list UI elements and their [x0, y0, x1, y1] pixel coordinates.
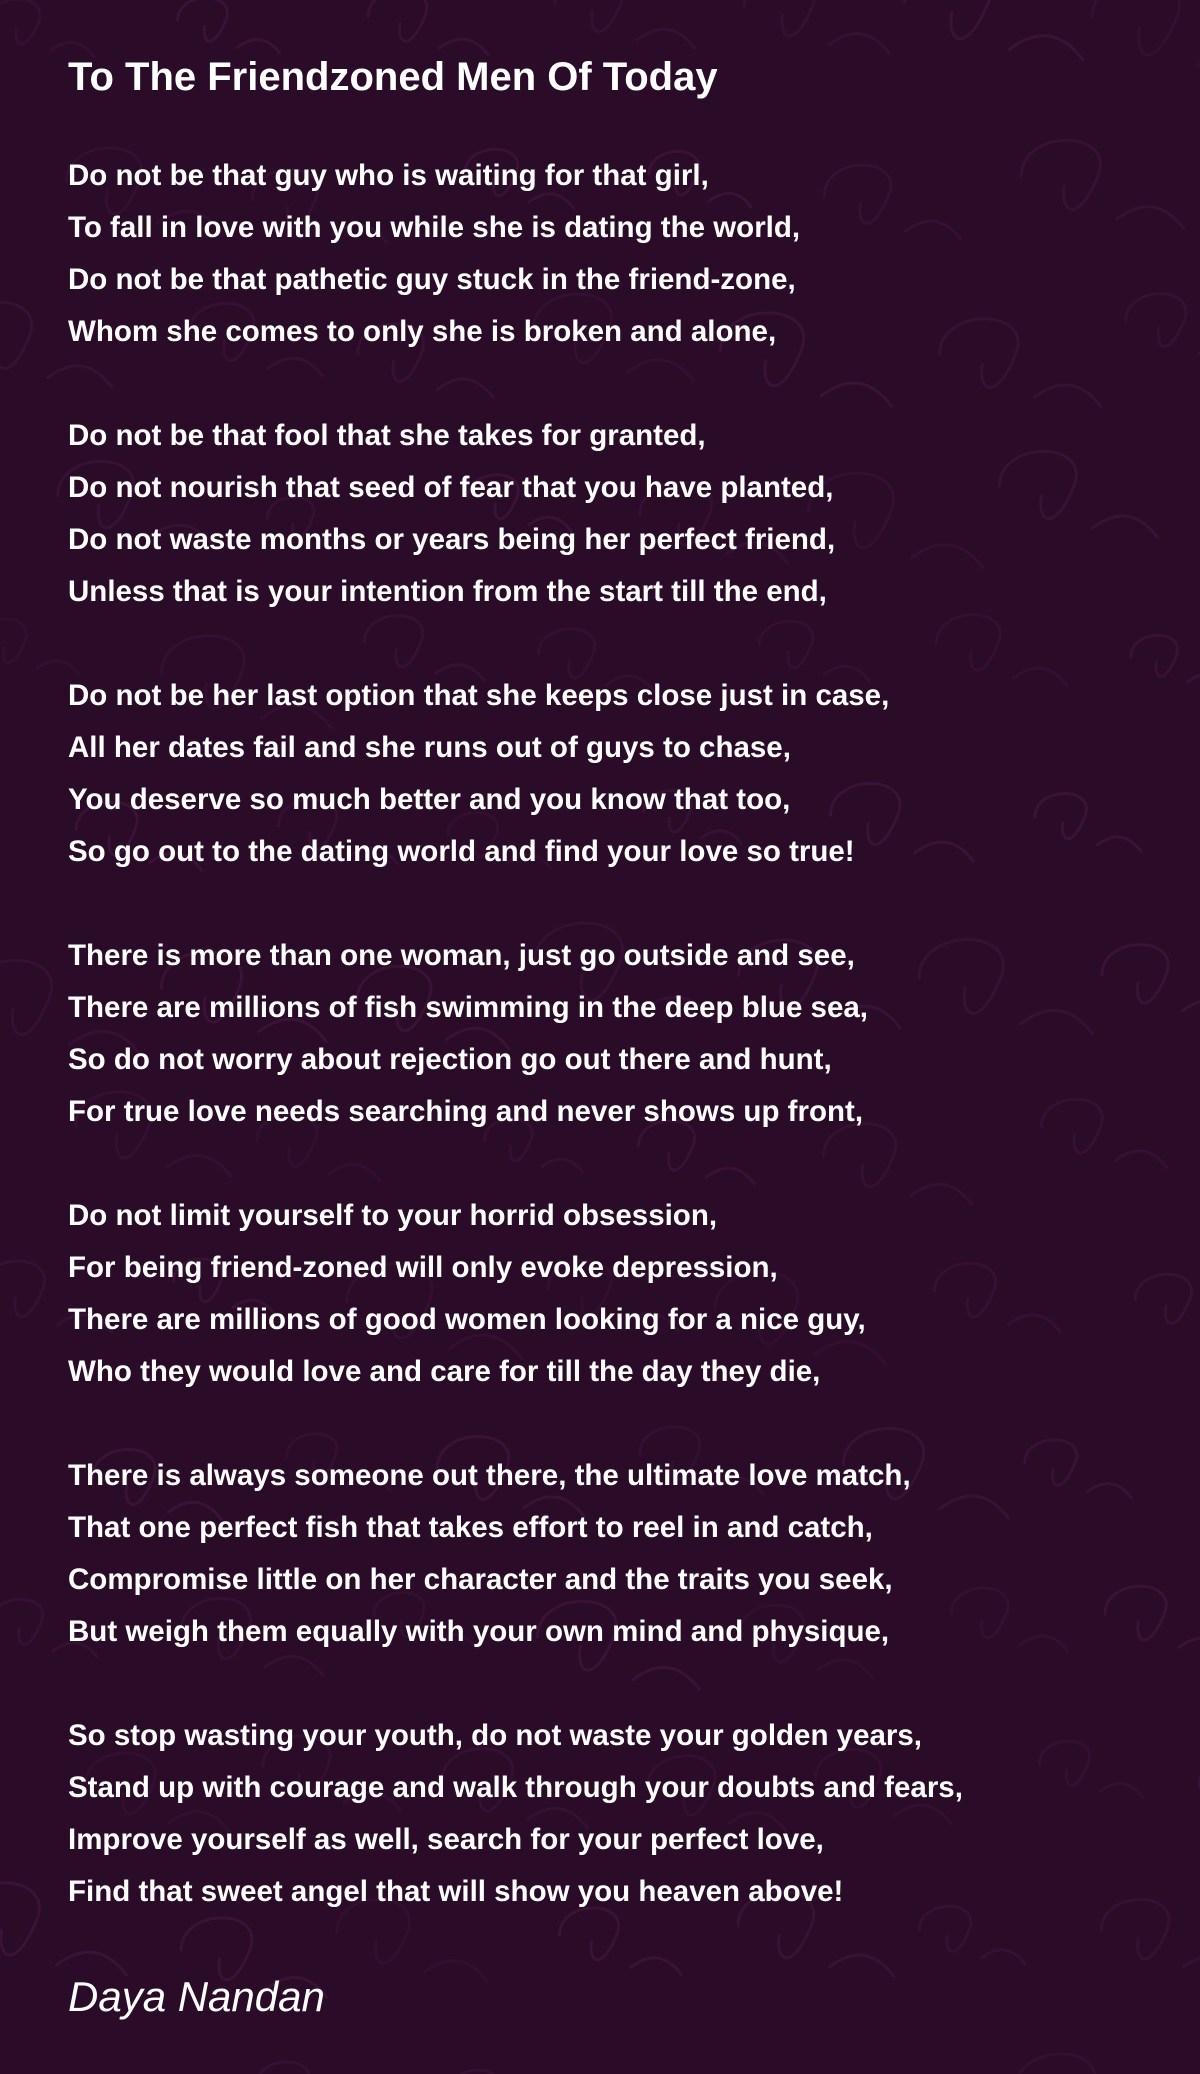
- poem-line: Do not be her last option that she keeps close just in case,: [68, 679, 890, 712]
- poem-line: There is always someone out there, the ultimate love match,: [68, 1459, 911, 1492]
- stanza: [68, 150, 1178, 358]
- poem-line: Do not be that pathetic guy stuck in the friend-zone,: [68, 263, 796, 296]
- poem-line: Who they would love and care for till the day they die,: [68, 1355, 821, 1388]
- stanza: [68, 930, 1178, 1138]
- stanza: [68, 670, 1178, 878]
- poem-line: There are millions of fish swimming in the deep blue sea,: [68, 991, 868, 1024]
- poem-line: Unless that is your intention from the start till the end,: [68, 575, 827, 608]
- poem-line: Do not be that fool that she takes for granted,: [68, 419, 706, 452]
- poem-line: That one perfect fish that takes effort to reel in and catch,: [68, 1511, 873, 1544]
- poem-line: For true love needs searching and never shows up front,: [68, 1095, 864, 1128]
- poem-line: To fall in love with you while she is dating the world,: [68, 211, 801, 244]
- poem-title: To The Friendzoned Men Of Today: [68, 55, 718, 99]
- stanza: [68, 1190, 1178, 1398]
- poem-line: So stop wasting your youth, do not waste your golden years,: [68, 1719, 922, 1752]
- poem-line: Do not nourish that seed of fear that you have planted,: [68, 471, 834, 504]
- poem-line: Improve yourself as well, search for your perfect love,: [68, 1823, 824, 1856]
- stanza: [68, 1710, 1178, 1918]
- poem-line: Stand up with courage and walk through your doubts and fears,: [68, 1771, 963, 1804]
- poem-line: Compromise little on her character and the traits you seek,: [68, 1563, 893, 1596]
- poem-line: But weigh them equally with your own mind and physique,: [68, 1615, 890, 1648]
- poem-line: Do not limit yourself to your horrid obsession,: [68, 1199, 718, 1232]
- stanza: [68, 410, 1178, 618]
- poem-body: [68, 150, 1178, 1970]
- poem-line: Whom she comes to only she is broken and alone,: [68, 315, 777, 348]
- poem-line: Do not be that guy who is waiting for that girl,: [68, 159, 709, 192]
- poem-line: There are millions of good women looking for a nice guy,: [68, 1303, 866, 1336]
- poem-author: Daya Nandan: [68, 1973, 325, 2020]
- stanza: [68, 1450, 1178, 1658]
- poem-line: Do not waste months or years being her perfect friend,: [68, 523, 836, 556]
- poem-line: For being friend-zoned will only evoke depression,: [68, 1251, 778, 1284]
- poem-line: So do not worry about rejection go out there and hunt,: [68, 1043, 832, 1076]
- poem-line: All her dates fail and she runs out of guys to chase,: [68, 731, 791, 764]
- poem-line: You deserve so much better and you know that too,: [68, 783, 791, 816]
- poem-line: So go out to the dating world and find your love so true!: [68, 835, 855, 868]
- poem-line: Find that sweet angel that will show you heaven above!: [68, 1875, 844, 1908]
- poem-line: There is more than one woman, just go outside and see,: [68, 939, 855, 972]
